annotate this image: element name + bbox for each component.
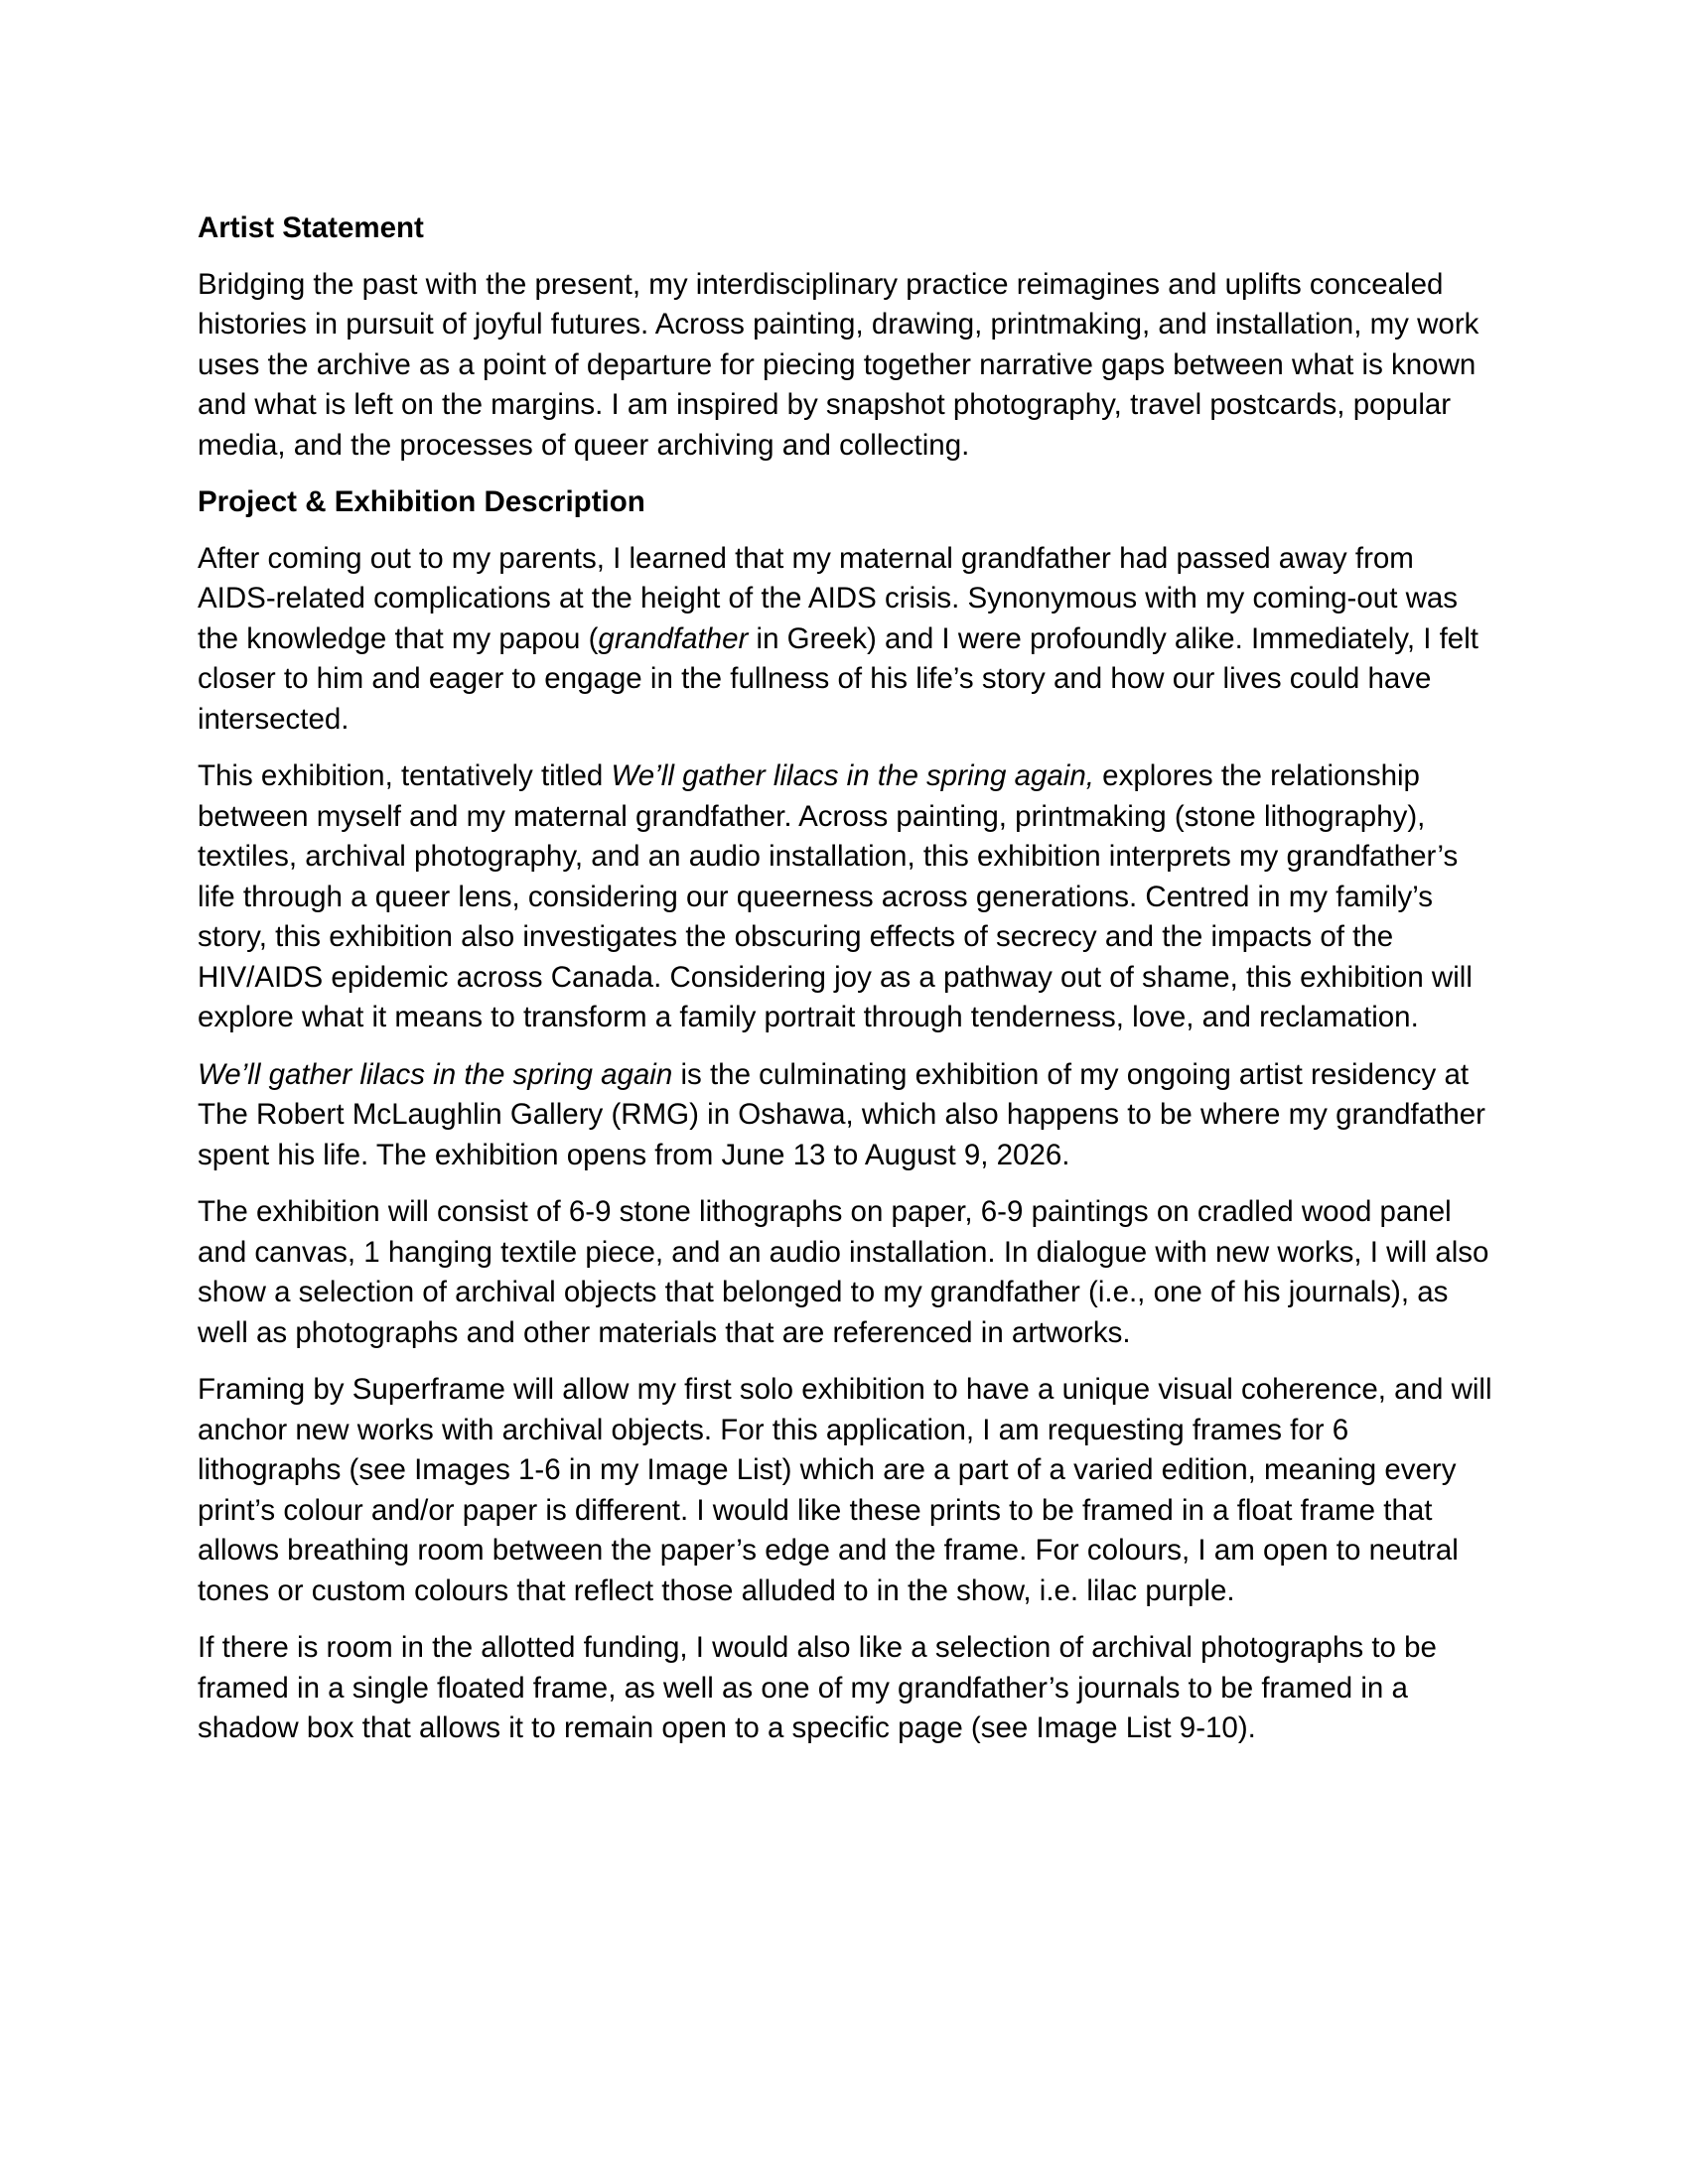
italic-term: grandfather xyxy=(598,621,749,655)
project-paragraph-5: Framing by Superframe will allow my first solo exhibition to have a unique visual coherence, and will anchor new works with archival objects. For this application, I am requesting frames for 6 lithographs (see Images 1-6 in my Image List) which are a part of a varied edition, meaning every print’s colour and/or paper is different. I would like these prints to be framed in a float frame that allows breathing room between the paper’s edge and the frame. For colours, I am open to neutral tones or custom colours that reflect those alluded to in the show, i.e. lilac purple. xyxy=(198,1373,1492,1607)
artist-statement-heading: Artist Statement xyxy=(198,211,424,244)
project-paragraph-6: If there is room in the allotted funding, I would also like a selection of archival photographs to be framed in a single floated frame, as well as one of my grandfather’s journals to be framed in a shadow box that allows it to remain open to a specific page (see Image List 9-10). xyxy=(198,1631,1437,1744)
project-paragraph-1 xyxy=(198,539,1498,741)
exhibition-title: We’ll gather lilacs in the spring again, xyxy=(611,759,1094,792)
artist-statement-paragraph: Bridging the past with the present, my interdisciplinary practice reimagines and uplifts concealed histories in pursuit of joyful futures. Across painting, drawing, printmaking, and installation, my work uses the archive as a point of departure for piecing together narrative gaps between what is known and what is left on the margins. I am inspired by snapshot photography, travel postcards, popular media, and the processes of queer archiving and collecting. xyxy=(198,267,1479,462)
paragraph-text: is the culminating exhibition of my ongoing artist residency at The Robert McLaughlin Gallery (RMG) in Oshawa, which also happens to be where my grandfather spent his life. The exhibition opens from June 13 to August 9, 2026. xyxy=(198,1057,1485,1171)
paragraph-text: explores the relationship between myself and my maternal grandfather. Across painting, printmaking (stone lithography), textiles, archival photography, and an audio installation, this exhibition interprets my grandfather’s life through a queer lens, considering our queerness across generations. Centred in my family’s story, this exhibition also investigates the obscuring effects of secrecy and the impacts of the HIV/AIDS epidemic across Canada. Considering joy as a pathway out of shame, this exhibition will explore what it means to transform a family portrait through tenderness, love, and reclamation. xyxy=(198,759,1473,1033)
project-paragraph-4: The exhibition will consist of 6-9 stone lithographs on paper, 6-9 paintings on cradled wood panel and canvas, 1 hanging textile piece, and an audio installation. In dialogue with new works, I will also show a selection of archival objects that belonged to my grandfather (i.e., one of his journals), as well as photographs and other materials that are referenced in artworks. xyxy=(198,1195,1489,1349)
project-paragraph-2 xyxy=(198,756,1498,1038)
document-page xyxy=(198,208,1498,1766)
paragraph-text: After coming out to my parents, I learned that my maternal grandfather had passed away from AIDS-related complications at the height of the AIDS crisis. Synonymous with my coming-out was the knowledge that my papou ( xyxy=(198,541,1459,655)
paragraph-text: in Greek) and I were profoundly alike. Immediately, I felt closer to him and eager to engage in the fullness of his life’s story and how our lives could have intersected. xyxy=(198,621,1478,736)
paragraph-text: This exhibition, tentatively titled xyxy=(198,759,612,792)
exhibition-title: We’ll gather lilacs in the spring again xyxy=(198,1057,673,1091)
project-paragraph-3 xyxy=(198,1055,1498,1176)
project-description-heading: Project & Exhibition Description xyxy=(198,485,645,518)
